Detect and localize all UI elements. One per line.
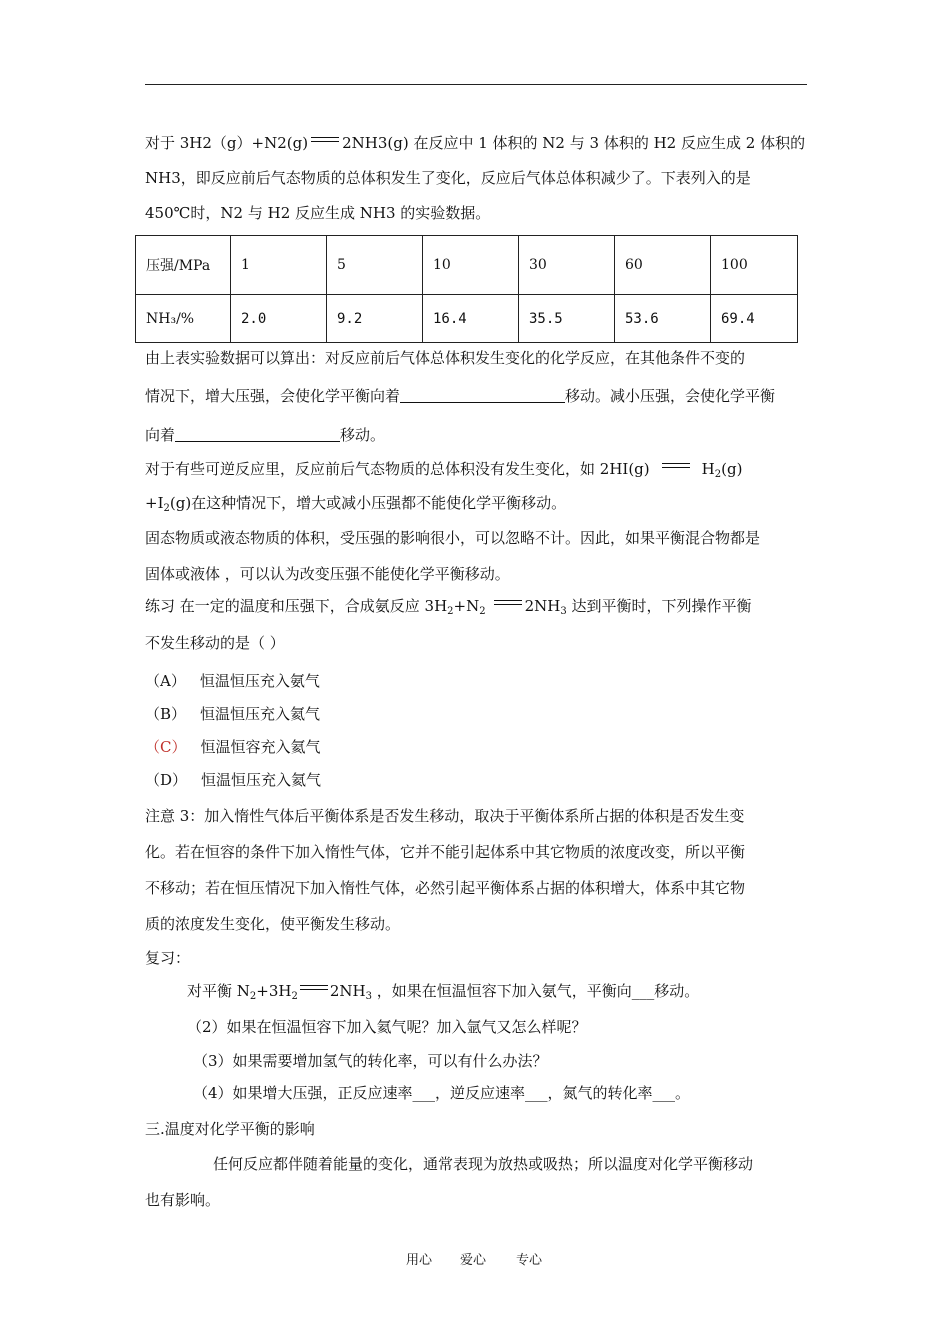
- solid-line-2: 固体或液体 ，可以认为改变压强不能使化学平衡移动。: [145, 565, 510, 583]
- exercise-line-2: 不发生移动的是（ ）: [145, 634, 285, 652]
- option-text: 恒温恒压充入氦气: [201, 771, 322, 789]
- conclusion-line-3: [145, 424, 385, 445]
- equilibrium-arrow-icon: [494, 600, 522, 608]
- table-cell: 69.4: [711, 295, 798, 343]
- option-d: [145, 769, 321, 790]
- note-line-1: 注意 3：加入惰性气体后平衡体系是否发生移动，取决于平衡体系所占据的体积是否发生变: [145, 807, 745, 825]
- table-cell: 1: [231, 236, 327, 295]
- table-cell: 53.6: [615, 295, 711, 343]
- table-row: [136, 295, 798, 343]
- section-3-title: 三.温度对化学平衡的影响: [145, 1120, 315, 1138]
- footer-text: 爱心: [460, 1253, 487, 1268]
- table-cell: 16.4: [423, 295, 519, 343]
- table-cell: 9.2: [327, 295, 423, 343]
- intro-text: 2NH3(g) 在反应中 1 体积的 N2 与 3 体积的 H2 反应生成 2 体积的: [342, 134, 806, 152]
- solid-line-1: 固态物质或液态物质的体积，受压强的影响很小，可以忽略不计。因此，如果平衡混合物都是: [145, 529, 761, 547]
- footer-text: 用心: [406, 1253, 433, 1268]
- option-b: [145, 703, 320, 724]
- conclusion-text: 向着: [145, 426, 176, 444]
- note-line-3: 不移动；若在恒压情况下加入惰性气体，必然引起平衡体系占据的体积增大，体系中其它物: [145, 879, 746, 897]
- note-line-2: 化。若在恒容的条件下加入惰性气体，它并不能引起体系中其它物质的浓度改变，所以平衡: [145, 843, 746, 861]
- review-question-2: （2）如果在恒温恒容下加入氦气呢？加入氩气又怎么样呢？: [187, 1018, 587, 1036]
- section-3-line-1: 任何反应都伴随着能量的变化，通常表现为放热或吸热；所以温度对化学平衡移动: [213, 1155, 754, 1173]
- reversible-text: 对于有些可逆反应里，反应前后气态物质的总体积没有发生变化，如 2HI(g): [145, 460, 650, 478]
- conclusion-text: 移动。: [340, 426, 386, 444]
- review-question-1: 对平衡 $N_2+3H_2$ $2NH_3$ ，如果在恒温恒容下加入氨气，平衡向___移动。: [187, 982, 700, 1002]
- review-question-4: （4）如果增大压强，正反应速率___，逆反应速率___，氮气的转化率___。: [193, 1084, 691, 1102]
- intro-text: 对于 3H2（g）+N2(g): [145, 134, 309, 152]
- reversible-line-2: $+I_2(g)$在这种情况下，增大或减小压强都不能使化学平衡移动。: [145, 494, 567, 514]
- table-row: [136, 236, 798, 295]
- option-label: （A）: [145, 672, 186, 690]
- table-cell: 100: [711, 236, 798, 295]
- table-cell: 2.0: [231, 295, 327, 343]
- option-label-answer: （C）: [145, 738, 187, 756]
- table-cell: 30: [519, 236, 615, 295]
- conclusion-line-2: [145, 385, 775, 406]
- intro-line-2: NH3，即反应前后气态物质的总体积发生了变化，反应后气体总体积减少了。下表列入的是: [145, 169, 751, 187]
- header-rule: [145, 84, 807, 85]
- answer-blank: [175, 427, 340, 442]
- review-question-3: （3）如果需要增加氢气的转化率，可以有什么办法？: [193, 1052, 548, 1070]
- option-text: 恒温恒压充入氨气: [199, 672, 320, 690]
- option-label: （D）: [145, 771, 188, 789]
- table-row-label: NH₃/%: [136, 295, 231, 343]
- table-cell: 35.5: [519, 295, 615, 343]
- table-cell: 10: [423, 236, 519, 295]
- review-title: 复习：: [145, 949, 191, 967]
- intro-line-1: [145, 132, 805, 153]
- conclusion-text: 情况下，增大压强，会使化学平衡向着: [145, 387, 401, 405]
- option-text: 恒温恒压充入氦气: [200, 705, 321, 723]
- table-cell: 60: [615, 236, 711, 295]
- equilibrium-arrow-icon: [311, 137, 339, 145]
- table-cell: 5: [327, 236, 423, 295]
- footer-text: 专心: [516, 1253, 543, 1268]
- reversible-line-1: 对于有些可逆反应里，反应前后气态物质的总体积没有发生变化，如 2HI(g) $H_2(g)$: [145, 460, 743, 480]
- option-c: [145, 736, 321, 757]
- conclusion-line-1: 由上表实验数据可以算出：对反应前后气体总体积发生变化的化学反应，在其他条件不变的: [145, 349, 746, 367]
- option-text: 恒温恒容充入氦气: [200, 738, 321, 756]
- answer-blank: [400, 388, 565, 403]
- exercise-line-1: 练习 在一定的温度和压强下，合成氨反应 $3H_2+N_2$ $2NH_3$ 达到平衡时，下列操作平衡: [145, 597, 752, 617]
- table-row-label: 压强/MPa: [136, 236, 231, 295]
- equilibrium-arrow-icon: [662, 463, 690, 471]
- equilibrium-arrow-icon: [300, 985, 328, 993]
- data-table: [135, 235, 798, 343]
- option-label: （B）: [145, 705, 187, 723]
- section-3-line-2: 也有影响。: [145, 1191, 221, 1209]
- conclusion-text: 移动。减小压强，会使化学平衡: [565, 387, 776, 405]
- note-line-4: 质的浓度发生变化，使平衡发生移动。: [145, 915, 401, 933]
- intro-line-3: 450℃时，N2 与 H2 反应生成 NH3 的实验数据。: [145, 204, 491, 222]
- option-a: [145, 670, 320, 691]
